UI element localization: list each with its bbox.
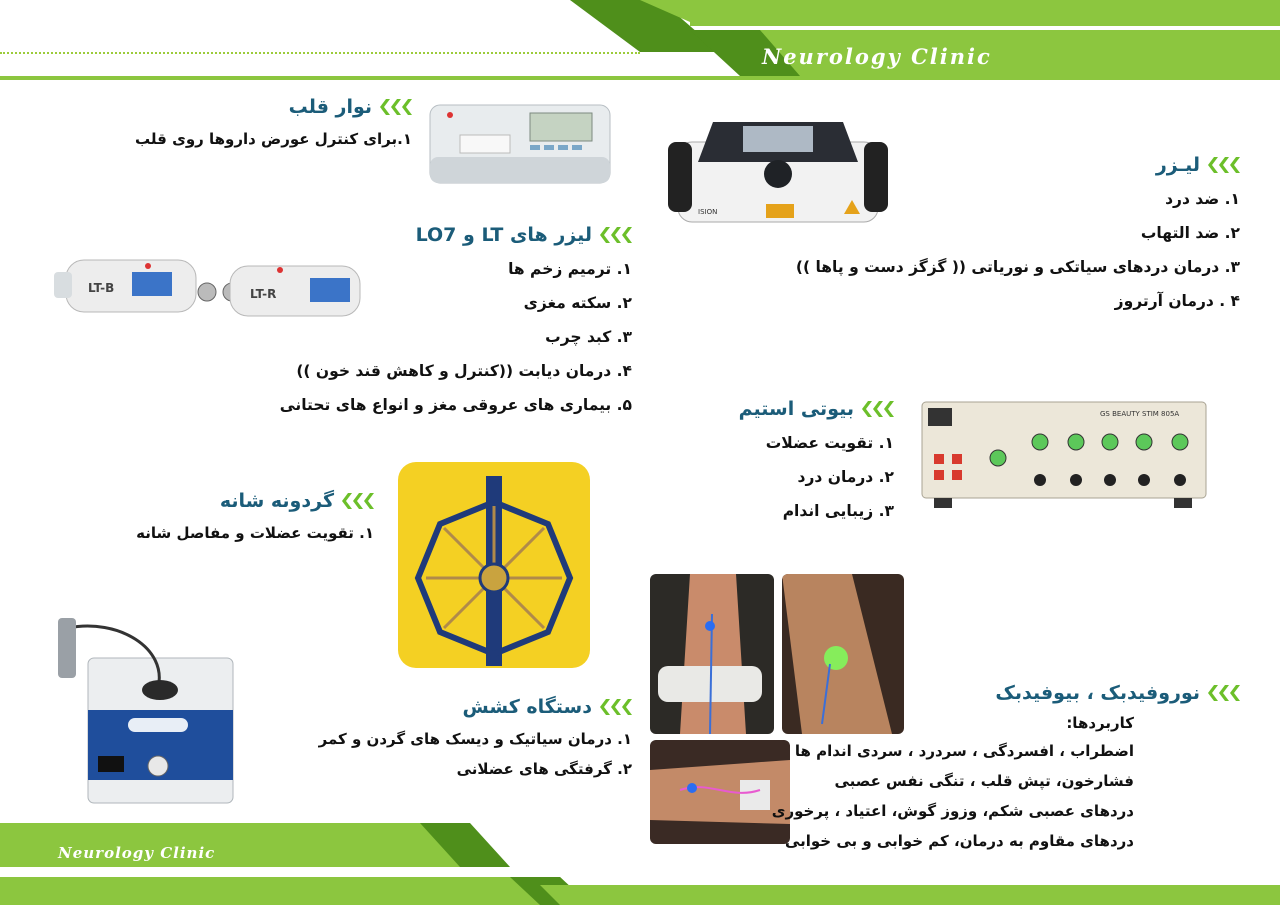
brand-title-top: Neurology Clinic (762, 44, 992, 69)
shoulder-wheel-image (398, 462, 590, 668)
list-item: فشارخون، تپش قلب ، تنگی نفس عصبی (834, 772, 1134, 790)
biofeedback-photo-1 (650, 574, 774, 734)
ecg-title-row (135, 96, 412, 118)
brand-title-bottom: Neurology Clinic (58, 844, 216, 862)
section-laser (796, 154, 1240, 318)
biofeedback-title-row (772, 682, 1240, 704)
svg-text:GS BEAUTY STIM 805A: GS BEAUTY STIM 805A (1100, 410, 1180, 418)
chevron-icon (600, 227, 632, 243)
list-item: ۳. زیبایی اندام (782, 502, 894, 520)
list-item: دردهای عصبی شکم، وزوز گوش، اعتیاد ، پرخوری (771, 802, 1134, 820)
list-item: ۱. ترمیم زخم ها (508, 260, 632, 278)
list-item: اضطراب ، افسردگی ، سردرد ، سردی اندام ها (794, 742, 1134, 760)
chevron-icon (1208, 685, 1240, 701)
biofeedback-photo-3 (650, 740, 790, 844)
chevron-icon (380, 99, 412, 115)
shoulder-wheel-title: گردونه شانه (219, 490, 334, 512)
traction-title-row (319, 696, 632, 718)
chevron-icon (342, 493, 374, 509)
shoulder-wheel-title-row (136, 490, 374, 512)
list-item: ۲. گرفتگی های عضلانی (456, 760, 632, 778)
chevron-icon (1208, 157, 1240, 173)
lt-laser-title-row (280, 224, 632, 246)
section-beauty-stim (739, 398, 894, 528)
ecg-title: نوار قلب (288, 96, 372, 118)
list-item: ۲. سکته مغزی (523, 294, 632, 312)
svg-text:ISION: ISION (698, 208, 718, 216)
ecg-device-image (420, 95, 620, 187)
list-item: ۲. ضد التهاب (1140, 224, 1240, 242)
header-green-line (0, 76, 1280, 80)
list-item: ۳. کبد چرب (545, 328, 632, 346)
list-item: ۴ . درمان آرتروز (1114, 292, 1240, 310)
svg-text:LT-R: LT-R (250, 287, 277, 301)
list-item: ۵. بیماری های عروقی مغز و انواع های تحتانی (279, 396, 632, 414)
list-item: ۴. درمان دیابت ((کنترل و کاهش قند خون )) (296, 362, 632, 380)
biofeedback-title: نوروفیدبک ، بیوفیدبک (995, 682, 1200, 704)
chevron-icon (600, 699, 632, 715)
laser-title: لیـزر (1155, 154, 1200, 176)
list-item: ۲. درمان درد (797, 468, 894, 486)
list-item: ۱. درمان سیاتیک و دیسک های گردن و کمر (318, 730, 632, 748)
traction-device-image (48, 618, 238, 808)
beauty-stim-title: بیوتی استیم (738, 398, 854, 420)
list-item: ۳. درمان دردهای سیاتکی و نوریاتی (( گزگز دست و پاها )) (795, 258, 1240, 276)
lt-laser-title: لیزر های LT و LO7 (415, 224, 592, 246)
section-shoulder-wheel (136, 490, 374, 548)
svg-text:LT-B: LT-B (88, 281, 115, 295)
list-item: ۱. ضد درد (1165, 190, 1240, 208)
laser-title-row (796, 154, 1240, 176)
list-item: ۱. تقویت عضلات (765, 434, 894, 452)
biofeedback-subtitle: کاربردها: (1066, 714, 1134, 732)
chevron-icon (862, 401, 894, 417)
list-item: ۱. تقویت عضلات و مفاصل شانه (136, 524, 374, 542)
traction-title: دستگاه کشش (462, 696, 592, 718)
ecg-item: ۱.برای کنترل عورض داروها روی قلب (135, 130, 412, 148)
beauty-stim-device-image (918, 398, 1210, 510)
beauty-stim-title-row (739, 398, 894, 420)
section-ecg (135, 96, 412, 154)
list-item: دردهای مقاوم به درمان، کم خوابی و بی خوابی (784, 832, 1134, 850)
section-biofeedback (772, 682, 1240, 856)
section-traction (319, 696, 632, 784)
section-lt-laser (280, 224, 632, 422)
